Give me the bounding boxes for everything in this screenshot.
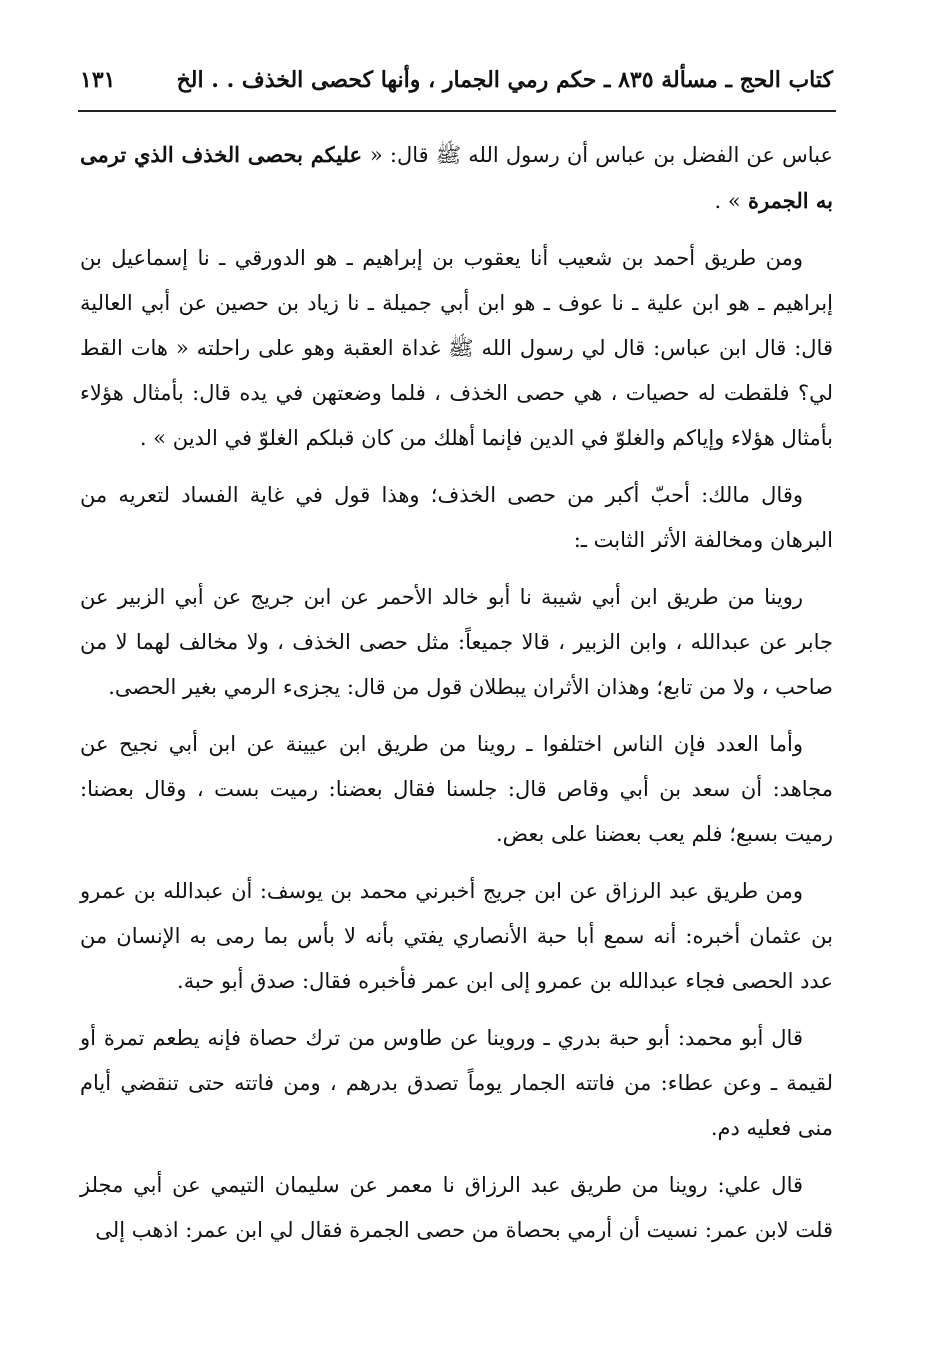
paragraph (80, 132, 833, 224)
paragraph-text: عباس عن الفضل بن عباس أن رسول الله ﷺ قال: « (369, 143, 833, 167)
page-number: ١٣١ (80, 67, 116, 93)
paragraph: وأما العدد فإن الناس اختلفوا ـ روينا من طريق ابن عيينة عن ابن أبي نجيح عن مجاهد: أن سعد بن أبي وقاص قال: جلسنا فقال بعضنا: رميت بست ، وقال بعضنا: رميت بسبع؛ فلم يعب بعضنا على بعض. (80, 732, 833, 846)
paragraph-text: » . (714, 189, 741, 213)
paragraph: قال علي: روينا من طريق عبد الرزاق نا معمر عن سليمان التيمي عن أبي مجلز قلت لابن عمر: نسيت أن أرمي بحصاة من حصى الجمرة فقال لي ابن عمر: اذهب إلى (80, 1173, 833, 1242)
header-rule (78, 110, 836, 112)
page-body (80, 132, 833, 1265)
running-header (80, 62, 833, 98)
hadith-quote: عليكم بحصى الخذف الذي ترمى به الجمرة (80, 142, 833, 213)
paragraph: ومن طريق عبد الرزاق عن ابن جريج أخبرني محمد بن يوسف: أن عبدالله بن عمرو بن عثمان أخبره: أنه سمع أبا حبة الأنصاري يفتي بأنه لا بأس بما رمى به الإنسان من عدد الحصى فجاء عبدالله بن عمرو إلى ابن عمر فأخبره فقال: صدق أبو حبة. (80, 879, 833, 993)
paragraph: قال أبو محمد: أبو حبة بدري ـ وروينا عن طاوس من ترك حصاة فإنه يطعم تمرة أو لقيمة ـ وعن عطاء: من فاتته الجمار يوماً تصدق بدرهم ، ومن فاتته حتى تنقضي أيام منى فعليه دم. (80, 1026, 833, 1140)
paragraph: روينا من طريق ابن أبي شيبة نا أبو خالد الأحمر عن ابن جريج عن أبي الزبير عن جابر عن عبدالله ، وابن الزبير ، قالا جميعاً: مثل حصى الخذف ، ولا مخالف لهما لا من صاحب ، ولا من تابع؛ وهذان الأثران يبطلان قول من قال: يجزىء الرمي بغير الحصى. (80, 585, 833, 699)
paragraph: ومن طريق أحمد بن شعيب أنا يعقوب بن إبراهيم ـ هو الدورقي ـ نا إسماعيل بن إبراهيم ـ هو ابن علية ـ نا عوف ـ هو ابن أبي جميلة ـ نا زياد بن حصين عن أبي العالية قال: قال ابن عباس: قال لي رسول الله ﷺ غداة العقبة وهو على راحلته « هات القط لي؟ فلقطت له حصيات ، هي حصى الخذف ، فلما وضعتهن في يده قال: بأمثال هؤلاء بأمثال هؤلاء وإياكم والغلوّ في الدين فإنما أهلك من كان قبلكم الغلوّ في الدين » . (80, 246, 833, 450)
header-title: كتاب الحج ـ مسألة ٨٣٥ ـ حكم رمي الجمار ، وأنها كحصى الخذف . . الخ (176, 67, 833, 93)
paragraph: وقال مالك: أحبّ أكبر من حصى الخذف؛ وهذا قول في غاية الفساد لتعريه من البرهان ومخالفة الأثر الثابت ـ: (80, 483, 833, 552)
